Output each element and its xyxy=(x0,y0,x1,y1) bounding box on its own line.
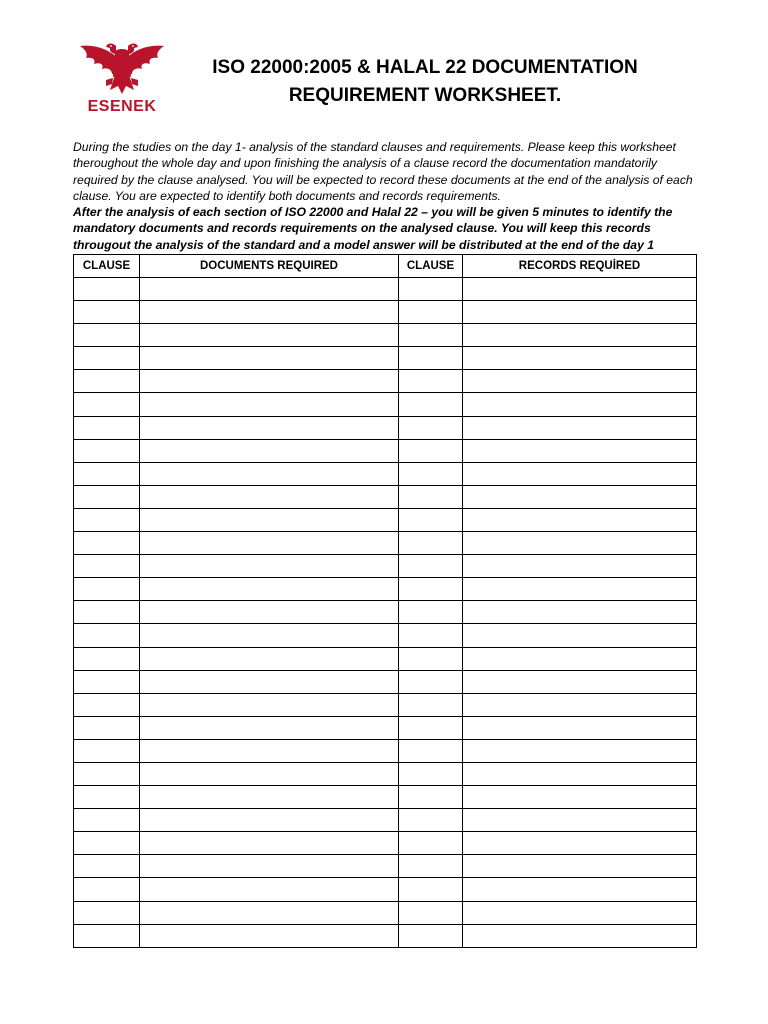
documents-required-cell[interactable] xyxy=(140,508,399,531)
records-required-cell[interactable] xyxy=(463,301,697,324)
clause-cell-2[interactable] xyxy=(399,278,463,301)
documents-required-cell[interactable] xyxy=(140,416,399,439)
records-required-cell[interactable] xyxy=(463,393,697,416)
clause-cell-2[interactable] xyxy=(399,739,463,762)
clause-cell-2[interactable] xyxy=(399,716,463,739)
clause-cell-2[interactable] xyxy=(399,578,463,601)
documents-required-cell[interactable] xyxy=(140,809,399,832)
records-required-cell[interactable] xyxy=(463,370,697,393)
clause-column-header-2: CLAUSE xyxy=(399,255,463,278)
table-row xyxy=(74,670,697,693)
clause-cell[interactable] xyxy=(74,347,140,370)
table-row xyxy=(74,393,697,416)
clause-cell-2[interactable] xyxy=(399,670,463,693)
table-row xyxy=(74,901,697,924)
clause-cell[interactable] xyxy=(74,786,140,809)
clause-cell-2[interactable] xyxy=(399,370,463,393)
table-row xyxy=(74,278,697,301)
table-row xyxy=(74,809,697,832)
clause-cell[interactable] xyxy=(74,278,140,301)
table-row xyxy=(74,832,697,855)
clause-cell-2[interactable] xyxy=(399,647,463,670)
documents-required-cell[interactable] xyxy=(140,716,399,739)
clause-cell-2[interactable] xyxy=(399,462,463,485)
table-row xyxy=(74,578,697,601)
clause-cell[interactable] xyxy=(74,370,140,393)
page-title-line-2: REQUIREMENT WORKSHEET. xyxy=(288,85,562,106)
records-required-cell[interactable] xyxy=(463,924,697,947)
records-required-cell[interactable] xyxy=(463,485,697,508)
documents-required-cell[interactable] xyxy=(140,485,399,508)
documents-required-cell[interactable] xyxy=(140,832,399,855)
documents-required-cell[interactable] xyxy=(140,855,399,878)
clause-cell-2[interactable] xyxy=(399,786,463,809)
clause-cell-2[interactable] xyxy=(399,809,463,832)
clause-cell-2[interactable] xyxy=(399,901,463,924)
documents-required-cell[interactable] xyxy=(140,439,399,462)
documents-required-cell[interactable] xyxy=(140,901,399,924)
documents-required-cell[interactable] xyxy=(140,532,399,555)
clause-cell[interactable] xyxy=(74,416,140,439)
records-required-cell[interactable] xyxy=(463,855,697,878)
clause-cell[interactable] xyxy=(74,624,140,647)
table-row xyxy=(74,647,697,670)
table-row xyxy=(74,716,697,739)
documentation-worksheet-table xyxy=(73,254,697,948)
records-required-cell[interactable] xyxy=(463,439,697,462)
clause-cell[interactable] xyxy=(74,832,140,855)
records-required-cell[interactable] xyxy=(463,878,697,901)
table-row xyxy=(74,439,697,462)
documents-required-column-header: DOCUMENTS REQUIRED xyxy=(140,255,399,278)
documents-required-cell[interactable] xyxy=(140,301,399,324)
records-required-cell[interactable] xyxy=(463,416,697,439)
table-row xyxy=(74,347,697,370)
documents-required-cell[interactable] xyxy=(140,762,399,785)
clause-cell[interactable] xyxy=(74,485,140,508)
records-required-cell[interactable] xyxy=(463,647,697,670)
logo-wordmark: ESENEK xyxy=(87,98,157,115)
instructions-paragraph-1: During the studies on the day 1- analysis of the standard clauses and requirements. Please keep this worksheet theroughout the whole day and upon finishing the analysis of a clause record the documentation mandatorily required by the clause analysed. You will be expected to record these documents at the end of the analysis of each clause. You are expected to identify both documents and records requirements. xyxy=(73,140,693,203)
table-row xyxy=(74,762,697,785)
documents-required-cell[interactable] xyxy=(140,670,399,693)
clause-cell-2[interactable] xyxy=(399,762,463,785)
clause-cell[interactable] xyxy=(74,693,140,716)
clause-cell[interactable] xyxy=(74,716,140,739)
clause-cell[interactable] xyxy=(74,555,140,578)
clause-cell[interactable] xyxy=(74,301,140,324)
table-row xyxy=(74,555,697,578)
clause-cell-2[interactable] xyxy=(399,832,463,855)
table-row xyxy=(74,370,697,393)
records-required-cell[interactable] xyxy=(463,578,697,601)
clause-cell-2[interactable] xyxy=(399,485,463,508)
instructions-paragraph-2: After the analysis of each section of ISO 22000 and Halal 22 – you will be given 5 minutes to identify the mandatory documents and records requirements on the analysed clause. You will keep this records througout the analysis of the standard and a model answer will be distributed at the end of the day 1 xyxy=(73,205,673,252)
documents-required-cell[interactable] xyxy=(140,278,399,301)
clause-cell[interactable] xyxy=(74,809,140,832)
table-row xyxy=(74,508,697,531)
documents-required-cell[interactable] xyxy=(140,370,399,393)
table-header-row xyxy=(74,255,697,278)
records-required-cell[interactable] xyxy=(463,670,697,693)
clause-cell[interactable] xyxy=(74,508,140,531)
table-row xyxy=(74,924,697,947)
clause-cell[interactable] xyxy=(74,670,140,693)
clause-cell-2[interactable] xyxy=(399,301,463,324)
clause-cell-2[interactable] xyxy=(399,924,463,947)
clause-cell-2[interactable] xyxy=(399,439,463,462)
clause-cell[interactable] xyxy=(74,739,140,762)
documents-required-cell[interactable] xyxy=(140,578,399,601)
clause-cell-2[interactable] xyxy=(399,601,463,624)
records-required-cell[interactable] xyxy=(463,716,697,739)
documents-required-cell[interactable] xyxy=(140,739,399,762)
table-row xyxy=(74,878,697,901)
clause-cell[interactable] xyxy=(74,324,140,347)
clause-cell-2[interactable] xyxy=(399,532,463,555)
clause-cell-2[interactable] xyxy=(399,624,463,647)
clause-cell[interactable] xyxy=(74,901,140,924)
page-title-line-1: ISO 22000:2005 & HALAL 22 DOCUMENTATION xyxy=(212,57,638,78)
records-required-cell[interactable] xyxy=(463,739,697,762)
documents-required-cell[interactable] xyxy=(140,924,399,947)
documents-required-cell[interactable] xyxy=(140,693,399,716)
clause-cell[interactable] xyxy=(74,647,140,670)
table-row xyxy=(74,301,697,324)
table-row xyxy=(74,739,697,762)
records-required-cell[interactable] xyxy=(463,832,697,855)
records-required-cell[interactable] xyxy=(463,601,697,624)
table-row xyxy=(74,693,697,716)
clause-cell[interactable] xyxy=(74,578,140,601)
records-required-cell[interactable] xyxy=(463,901,697,924)
table-row xyxy=(74,786,697,809)
table-row xyxy=(74,416,697,439)
clause-cell-2[interactable] xyxy=(399,508,463,531)
clause-cell-2[interactable] xyxy=(399,855,463,878)
table-row xyxy=(74,532,697,555)
table-row xyxy=(74,601,697,624)
records-required-cell[interactable] xyxy=(463,809,697,832)
clause-cell[interactable] xyxy=(74,393,140,416)
records-required-cell[interactable] xyxy=(463,762,697,785)
table-body xyxy=(74,278,697,948)
documents-required-cell[interactable] xyxy=(140,555,399,578)
double-headed-eagle-icon xyxy=(76,40,168,100)
clause-cell-2[interactable] xyxy=(399,347,463,370)
clause-cell-2[interactable] xyxy=(399,324,463,347)
clause-cell[interactable] xyxy=(74,878,140,901)
records-required-cell[interactable] xyxy=(463,508,697,531)
clause-cell[interactable] xyxy=(74,532,140,555)
records-required-cell[interactable] xyxy=(463,532,697,555)
records-required-column-header: RECORDS REQUİRED xyxy=(463,255,697,278)
records-required-cell[interactable] xyxy=(463,786,697,809)
documents-required-cell[interactable] xyxy=(140,624,399,647)
clause-cell-2[interactable] xyxy=(399,416,463,439)
documents-required-cell[interactable] xyxy=(140,647,399,670)
records-required-cell[interactable] xyxy=(463,693,697,716)
records-required-cell[interactable] xyxy=(463,624,697,647)
documents-required-cell[interactable] xyxy=(140,601,399,624)
clause-cell-2[interactable] xyxy=(399,693,463,716)
records-required-cell[interactable] xyxy=(463,347,697,370)
clause-cell[interactable] xyxy=(74,462,140,485)
documents-required-cell[interactable] xyxy=(140,462,399,485)
clause-cell[interactable] xyxy=(74,601,140,624)
documents-required-cell[interactable] xyxy=(140,347,399,370)
clause-cell-2[interactable] xyxy=(399,555,463,578)
documents-required-cell[interactable] xyxy=(140,324,399,347)
documents-required-cell[interactable] xyxy=(140,393,399,416)
records-required-cell[interactable] xyxy=(463,555,697,578)
table-row xyxy=(74,855,697,878)
clause-cell[interactable] xyxy=(74,439,140,462)
table-row xyxy=(74,485,697,508)
esenek-logo xyxy=(76,40,168,118)
clause-cell-2[interactable] xyxy=(399,393,463,416)
table-row xyxy=(74,462,697,485)
clause-cell[interactable] xyxy=(74,924,140,947)
records-required-cell[interactable] xyxy=(463,278,697,301)
clause-cell[interactable] xyxy=(74,855,140,878)
clause-column-header: CLAUSE xyxy=(74,255,140,278)
instructions xyxy=(73,139,697,253)
table-row xyxy=(74,324,697,347)
table-row xyxy=(74,624,697,647)
clause-cell-2[interactable] xyxy=(399,878,463,901)
records-required-cell[interactable] xyxy=(463,324,697,347)
page-title xyxy=(180,54,670,110)
documents-required-cell[interactable] xyxy=(140,878,399,901)
records-required-cell[interactable] xyxy=(463,462,697,485)
documents-required-cell[interactable] xyxy=(140,786,399,809)
clause-cell[interactable] xyxy=(74,762,140,785)
